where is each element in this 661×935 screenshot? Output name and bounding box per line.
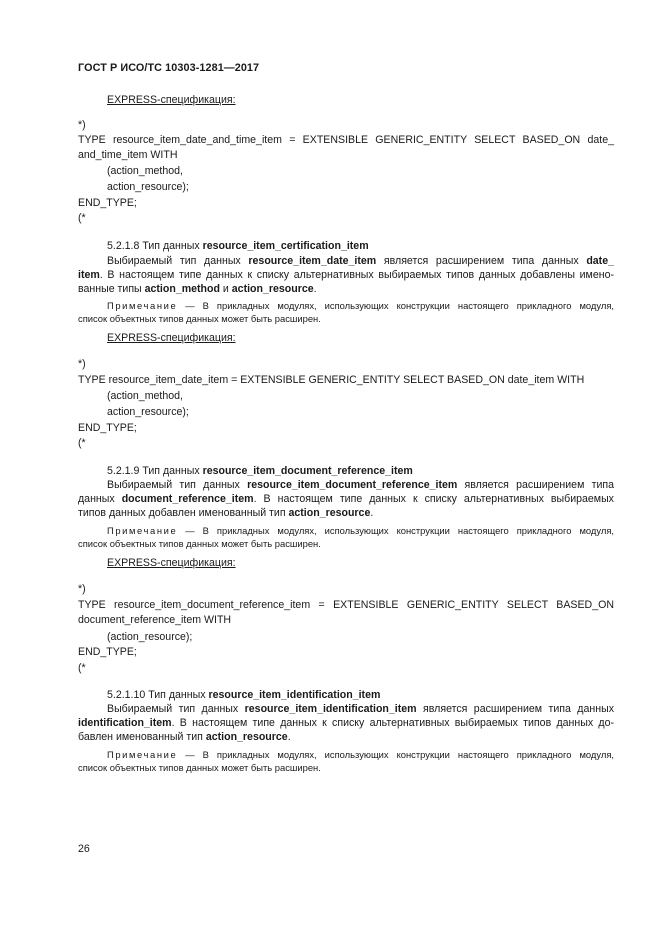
paragraph-line: бавлен именованный тип action_resource.	[78, 731, 291, 743]
paragraph-line: identification_item. В настоящем типе данных к списку альтернативных выбираемых типов данных до-	[78, 717, 614, 729]
express-spec-label: EXPRESS-спецификация:	[107, 332, 236, 344]
comment-close: (*	[78, 662, 86, 674]
comment-open: *)	[78, 119, 86, 131]
paragraph-line: данных document_reference_item. В настоящем типе данных к списку альтернативных выбираемых	[78, 493, 614, 505]
comment-close: (*	[78, 437, 86, 449]
end-type: END_TYPE;	[78, 422, 137, 434]
section-heading: 5.2.1.8 Тип данных resource_item_certification_item	[107, 240, 369, 252]
comment-close: (*	[78, 212, 86, 224]
note-line: список объектных типов данных может быть расширен.	[78, 538, 321, 549]
comment-open: *)	[78, 583, 86, 595]
paragraph-line: Выбираемый тип данных resource_item_document_reference_item является расширением типа	[107, 479, 614, 491]
section-heading: 5.2.1.10 Тип данных resource_item_identification_item	[107, 689, 381, 701]
note-line: Примечание — В прикладных модулях, использующих конструкции настоящего прикладного модуля,	[107, 300, 614, 311]
document-header: ГОСТ Р ИСО/ТС 10303-1281—2017	[78, 62, 260, 74]
select-item: action_resource);	[107, 181, 189, 193]
note-line: список объектных типов данных может быть расширен.	[78, 762, 321, 773]
paragraph-line: item. В настоящем типе данных к списку альтернативных выбираемых типов данных добавлены имено-	[78, 269, 614, 281]
page-number: 26	[78, 843, 90, 855]
select-item: (action_method,	[107, 390, 183, 402]
note-line: Примечание — В прикладных модулях, использующих конструкции настоящего прикладного модуля,	[107, 525, 614, 536]
end-type: END_TYPE;	[78, 197, 137, 209]
select-item: action_resource);	[107, 406, 189, 418]
note-line: Примечание — В прикладных модулях, использующих конструкции настоящего прикладного модуля,	[107, 749, 614, 760]
note-line: список объектных типов данных может быть расширен.	[78, 313, 321, 324]
type-declaration-line: TYPE resource_item_document_reference_item = EXTENSIBLE GENERIC_ENTITY SELECT BASED_ON	[78, 599, 614, 611]
paragraph-line: ванные типы action_method и action_resource.	[78, 283, 317, 295]
paragraph-line: типов данных добавлен именованный тип action_resource.	[78, 507, 374, 519]
type-declaration-line: TYPE resource_item_date_item = EXTENSIBLE GENERIC_ENTITY SELECT BASED_ON date_item WITH	[78, 374, 585, 386]
type-declaration-line: TYPE resource_item_date_and_time_item = EXTENSIBLE GENERIC_ENTITY SELECT BASED_ON date_	[78, 134, 614, 146]
select-item: (action_resource);	[107, 631, 193, 643]
paragraph-line: Выбираемый тип данных resource_item_date_item является расширением типа данных date_	[107, 255, 614, 267]
type-declaration-line: document_reference_item WITH	[78, 614, 232, 626]
express-spec-label: EXPRESS-спецификация:	[107, 94, 236, 106]
comment-open: *)	[78, 358, 86, 370]
type-declaration-line: and_time_item WITH	[78, 149, 178, 161]
select-item: (action_method,	[107, 165, 183, 177]
express-spec-label: EXPRESS-спецификация:	[107, 557, 236, 569]
end-type: END_TYPE;	[78, 646, 137, 658]
paragraph-line: Выбираемый тип данных resource_item_identification_item является расширением типа данных	[107, 703, 614, 715]
section-heading: 5.2.1.9 Тип данных resource_item_document_reference_item	[107, 465, 413, 477]
